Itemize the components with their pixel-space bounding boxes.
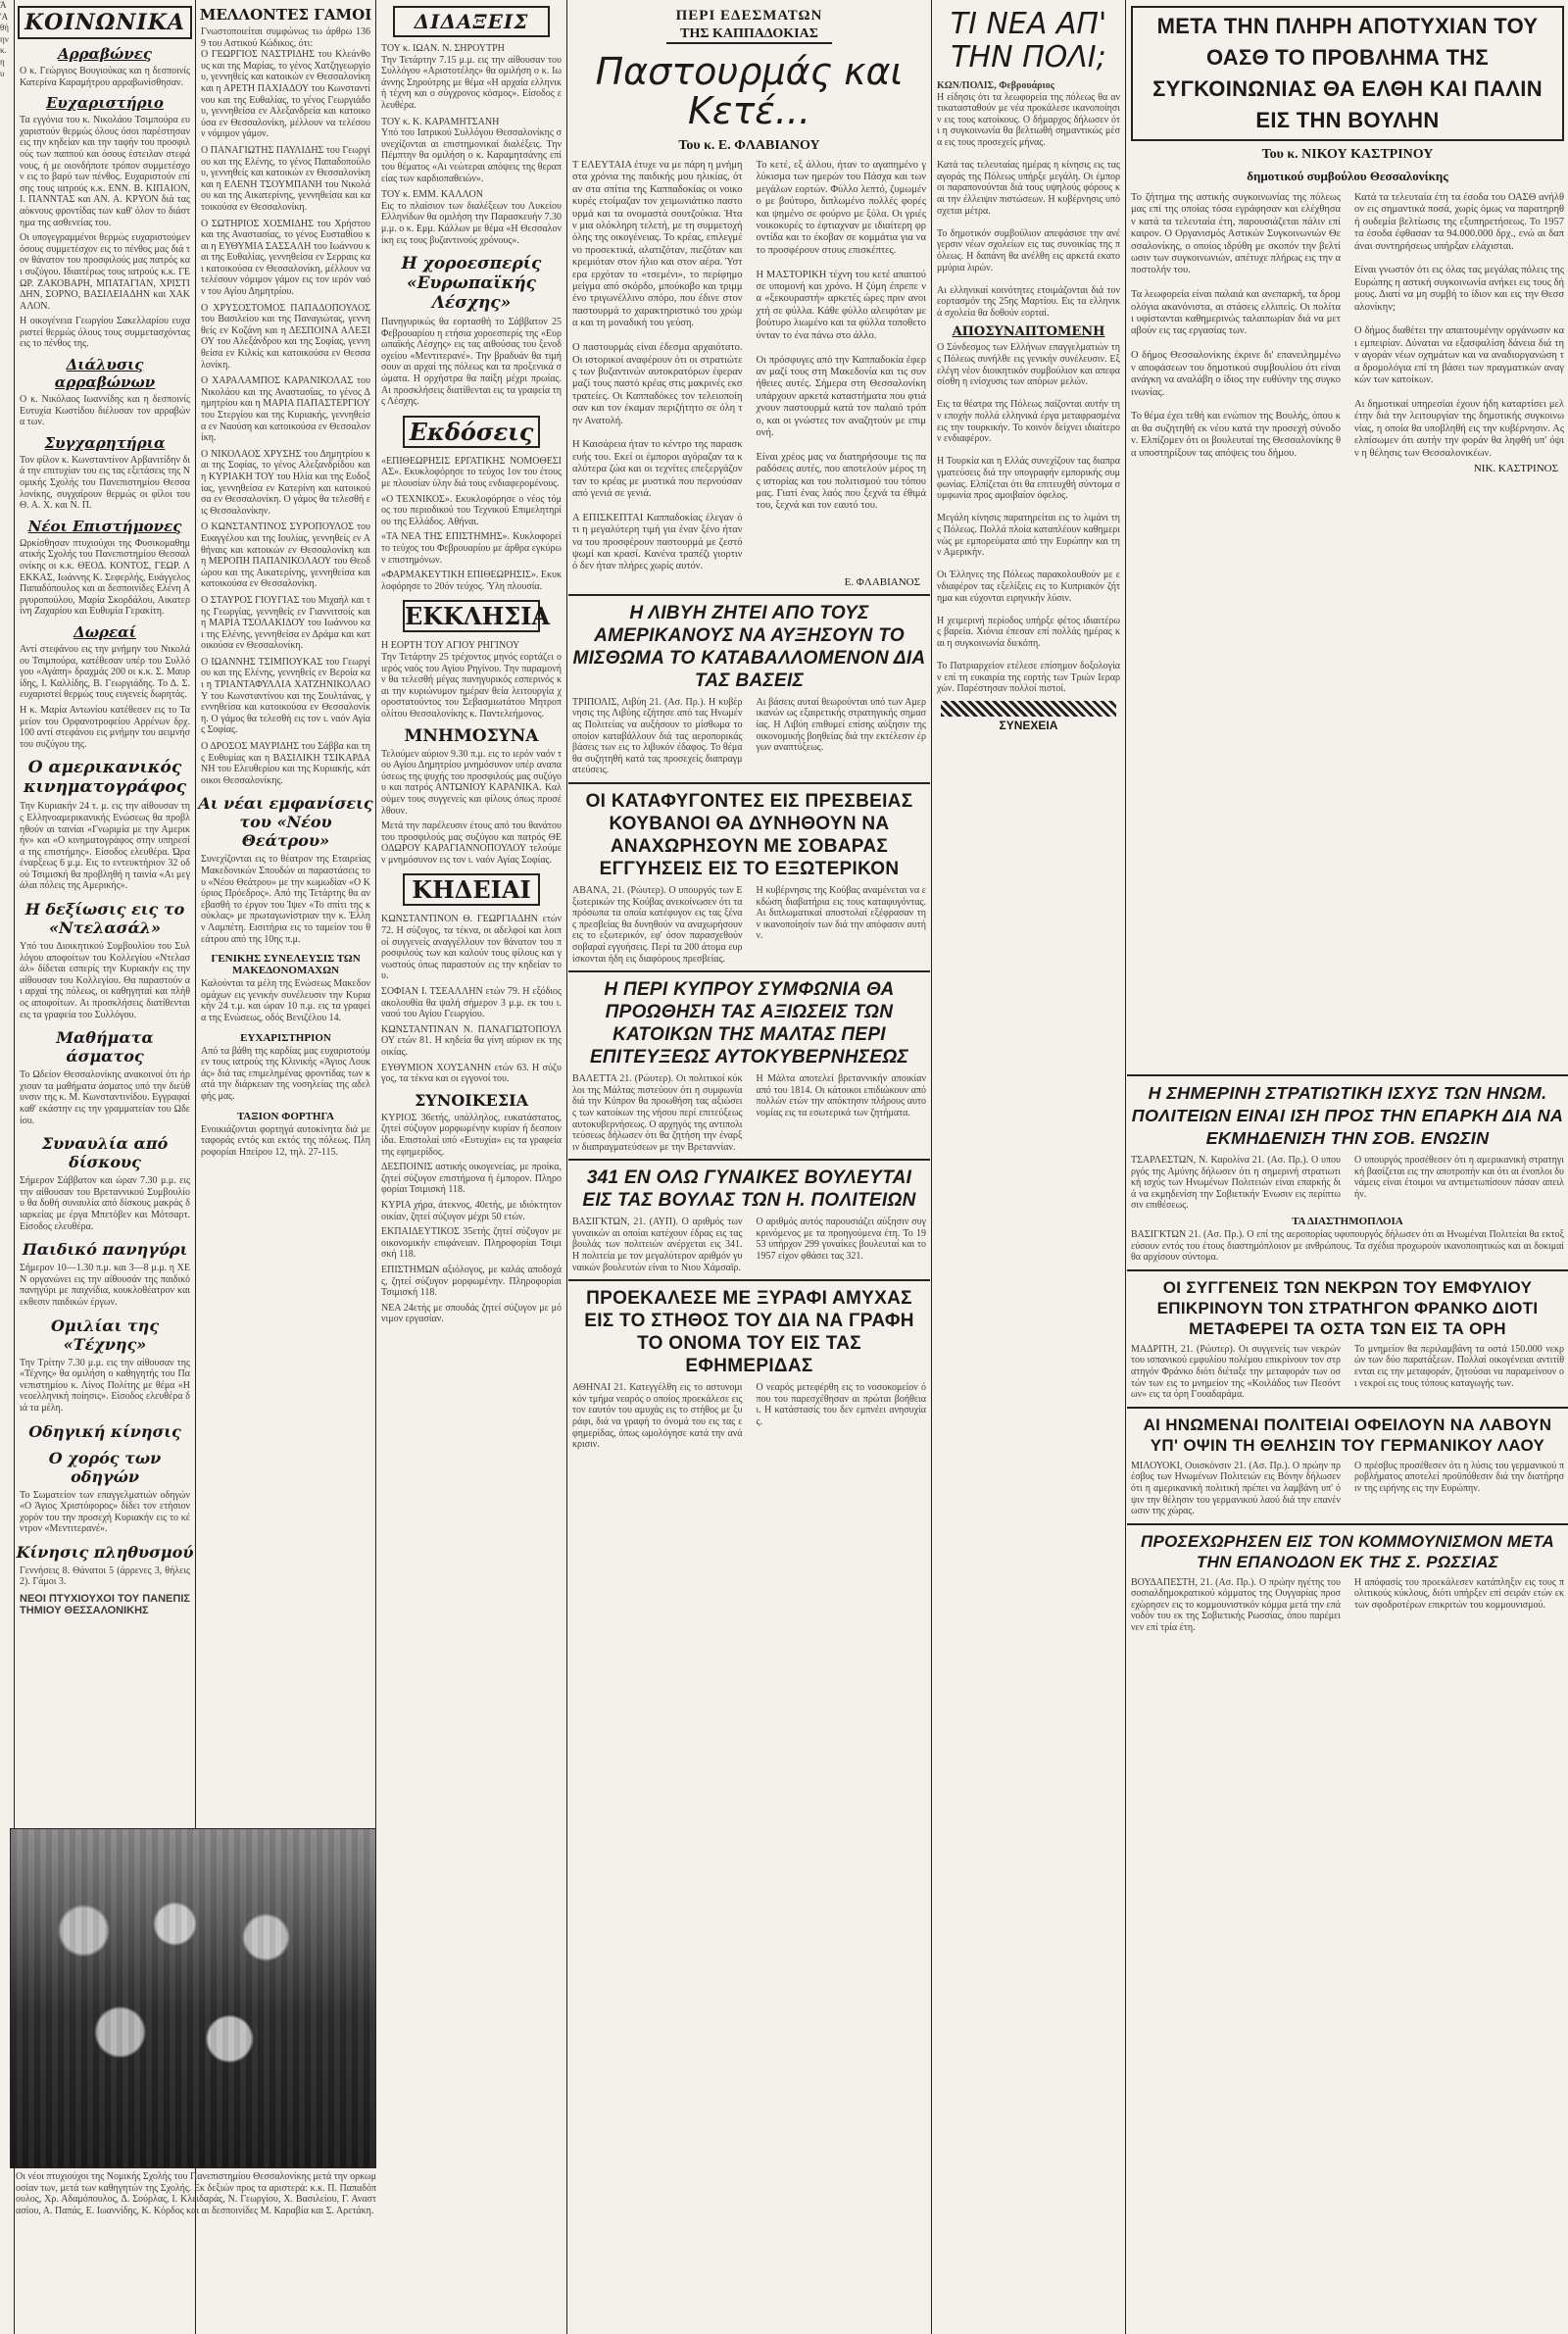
- feature-body: [568, 160, 930, 573]
- divider: [568, 1279, 930, 1281]
- body-text: ΚΩΝΣΤΑΝΤΙΝΟΝ Θ. ΓΕΩΡΓΙΑΔΗΝ ετών 72. Η σύζυγος, τα τέκνα, οι αδελφοί και λοιποί συγγενείς αναγγέλλουν τον θάνατον του προσφιλούς των και καλούν τους φίλους και γνωστούς όπως παραστούν εις την κηδείαν του.: [381, 914, 562, 982]
- body-text: ΒΑΛΕΤΤΑ 21. (Ρώυτερ). Οι πολιτικοί κύκλοι της Μάλτας πιστεύουν ότι η συμφωνία διά την Κύπρον θα προωθήση τας αξιώσεις των κατοίκων της νήσου περί επιτεύξεως αυτοκυβερνήσεως. Ο αρχηγός της αντιπολιτεύσεως δήλωσεν ότι θα ζητήση την έναρξιν διαπραγματεύσεων με την Βρεταννίαν.: [572, 1073, 743, 1153]
- body-text: Ο Σύνδεσμος των Ελλήνων επαγγελματιών της Πόλεως συνήλθε εις γενικήν συνέλευσιν. Εξελέγη νέον διοικητικόν συμβούλιον και απεφασίσθη η ενίσχυσις των απόρων μελών. Εις τα θέατρα της Πόλεως παίζονται αυτήν την εποχήν πολλά ελληνικά έργα μεταφρασμένα εις την τουρκικήν. Το κοινόν δείχνει ιδιαίτερον ενδιαφέρον. Η Τουρκία και η Ελλάς συνεχίζουν τας διαπραγματεύσεις διά την υπογραφήν εμπορικής συμφωνίας. Ελπίζεται ότι θα επιτευχθή σύντομα συμφωνία προς αμοιβαίον όφελος. Μεγάλη κίνησις παρατηρείται εις το λιμάνι της Πόλεως. Πολλά πλοία καταπλέουν καθημερινώς με εμπορεύματα από την Ευρώπην και την Αμερικήν. Οι Έλληνες της Πόλεως παρακολουθούν με ενδιαφέρον τας εξελίξεις εις το Κυπριακόν ζήτημα και εύχονται ειρηνικήν λύσιν. Η χειμερινή περίοδος υπήρξε φέτος ιδιαιτέρως βαρεία. Χιόνια έπεσαν επί πολλάς ημέρας και η συγκοινωνία διεκόπη. Το Πατριαρχείον ετέλεσε επίσημον δοξολογίαν επί τη ευκαιρία της εορτής των Τριών Ιεραρχών. Παρέστησαν πολλοί πιστοί.: [937, 342, 1120, 695]
- body-text: ΜΑΔΡΙΤΗ, 21. (Ρώυτερ). Οι συγγενείς των νεκρών του ισπανικού εμφυλίου πολέμου επικρίνουν τον στρατηγόν Φράνκο διότι διέταξε την μεταφοράν των οστών των εις το μνημείον της «Κοιλάδος των Πεσόντων» εις τα όρη Γουαδαράμα.: [1131, 1343, 1341, 1401]
- body-text: Πανηγυρικώς θα εορτασθή το Σάββατον 25 Φεβρουαρίου η ετήσια χοροεσπερίς της «Ευρωπαϊκής Λέσχης» εις τας αιθούσας του ξενοδοχείου «Μεντιτερανέ». Την βραδυάν θα τιμήσουν αι αρχαί της πόλεως και τα προξενικά σώματα. Η ορχήστρα θα παίξη μέχρι πρωίας. Αι προσκλήσεις διατίθενται εις τα γραφεία της Λέσχης.: [381, 317, 562, 408]
- body-text: ΒΑΣΙΓΚΤΩΝ, 21. (ΑΥΠ). Ο αριθμός των γυναικών αι οποίαι κατέχουν έδρας εις τας βουλάς των πολιτειών ανέρχεται εις 341. Η πολιτεία με τον μεγαλύτερον αριθμόν γυναικών βουλευτών είναι το Νιου Χάμσαϊρ.: [572, 1217, 743, 1273]
- body-text: Τον φίλον κ. Κωνσταντίνον Αρβανιτίδην διά την επιτυχίαν του εις τας εξετάσεις της Νομικής Σχολής του Πανεπιστημίου Θεσσαλονίκης, συγχαίρουν θερμώς οι φίλοι του Θ. Α. Χ. και Ν. Π.: [20, 454, 190, 512]
- body-text: ΕΥΘΥΜΙΟΝ ΧΟΥΣΑΝΗΝ ετών 63. Η σύζυγος, τα τέκνα και οι εγγονοί του.: [381, 1062, 562, 1085]
- column-footer-band: [941, 701, 1116, 717]
- germany-body: [1127, 1461, 1568, 1517]
- cuba-body: [568, 885, 930, 965]
- military-headline: Η ΣΗΜΕΡΙΝΗ ΣΤΡΑΤΙΩΤΙΚΗ ΙΣΧΥΣ ΤΩΝ ΗΝΩΜ. ΠΟΛΙΤΕΙΩΝ ΕΙΝΑΙ ΙΣΗ ΠΡΟΣ ΤΗΝ ΕΠΑΡΚΗ ΔΙΑ ΝΑ ΕΚΜΗΔΕΝΙΣΗ ΤΗΝ ΣΟΒ. ΕΝΩΣΙΝ: [1131, 1083, 1564, 1148]
- funerals-heading: ΚΗΔΕΙΑΙ: [403, 873, 540, 906]
- body-text: Η Μάλτα αποτελεί βρεταννικήν αποικίαν από του 1814. Οι κάτοικοι επιδιώκουν από πολλών ετών την απόκτησιν πλήρους αυτονομίας εις τα εσωτερικά των ζητήματα.: [756, 1073, 926, 1118]
- women-headline: 341 ΕΝ ΟΛΩ ΓΥΝΑΙΚΕΣ ΒΟΥΛΕΥΤΑΙ ΕΙΣ ΤΑΣ ΒΟΥΛΑΣ ΤΩΝ Η. ΠΟΛΙΤΕΙΩΝ: [582, 1167, 916, 1212]
- gifts-heading: Δωρεαί: [74, 622, 136, 641]
- body-text: ΒΑΣΙΓΚΤΩΝ 21. (Ασ. Πρ.). Ο επί της αεροπορίας υφυπουργός δήλωσεν ότι αι Ηνωμέναι Πολιτείαι θα εκτοξεύσουν εντός του έτους διαστημόπλοιον με ανθρώπους. Τα σχέδια προχωρούν ικανοποιητικώς και αι δοκιμαί θα αρχίσουν σύντομα.: [1131, 1228, 1564, 1264]
- receptions-heading: Η δεξίωσις εις το «Ντελασάλ»: [24, 900, 185, 938]
- publications-heading: Εκδόσεις: [403, 416, 540, 448]
- body-text: Γεννήσεις 8. Θάνατοι 5 (άρρενες 3, θήλεις 2). Γάμοι 3.: [20, 1564, 190, 1588]
- cyprus-headline: Η ΠΕΡΙ ΚΥΠΡΟΥ ΣΥΜΦΩΝΙΑ ΘΑ ΠΡΟΩΘΗΣΗ ΤΑΣ ΑΞΙΩΣΕΙΣ ΤΩΝ ΚΑΤΟΙΚΩΝ ΤΗΣ ΜΑΛΤΑΣ ΠΕΡΙ ΕΠΙΤΕΥΞΕΩΣ ΑΥΤΟΚΥΒΕΡΝΗΣΕΩΣ: [589, 979, 909, 1068]
- divider: [1127, 1523, 1568, 1525]
- body-text: «Ο ΤΕΧΝΙΚΟΣ». Εκυκλοφόρησε ο νέος τόμος του περιοδικού του Τεχνικού Επιμελητηρίου της Ελλάδος. Αθήναι.: [381, 493, 562, 527]
- congrats-heading: Συγχαρητήρια: [44, 433, 166, 452]
- feature-signature: Ε. ΦΛΑΒΙΑΝΟΣ: [844, 575, 920, 588]
- body-text: Κατά τα τελευταία έτη τα έσοδα του ΟΑΣΘ ανήλθον εις σημαντικά ποσά, χωρίς όμως να παρατηρηθή ουδεμία βελτίωσις της εξυπηρετήσεως. Το 1957 τα έσοδα έφθασαν τα 94.000.000 δρχ., ενώ αι δαπάναι συντηρήσεως υπήρξαν ελάχισται. Είναι γνωστόν ότι εις όλας τας μεγάλας πόλεις της Ευρώπης η αστική συγκοινωνία ανήκει εις τους δήμους. Διατί να μη συμβή το ίδιον και εις την Θεσσαλονίκην; Ο δήμος διαθέτει την απαιτουμένην οργάνωσιν και εμπειρίαν. Δύναται να εξασφαλίση δάνεια διά την αγοράν νέων οχημάτων και να αναδιοργανώση τα δρομολόγια επί τη βάσει των πραγματικών αναγκών των κατοίκων. Αι δημοτικαί υπηρεσίαι έχουν ήδη καταρτίσει μελέτην διά την λειτουργίαν της δημοτικής συγκοινωνίας, η οποία θα υποβληθή εις την κυβέρνησιν. Ας ελπίσωμεν ότι αυτήν την φοράν θα ληφθή υπ' όψιν η θέλησις των Θεσσαλονικέων.: [1354, 192, 1564, 459]
- body-text: ΕΚΠΑΙΔΕΥΤΙΚΟΣ 35ετής ζητεί σύζυγον με οικονομικήν επιφάνειαν. Πληροφορίαι Τσιμισκή 118.: [381, 1226, 562, 1261]
- body-text: ΣΟΦΙΑΝ Ι. ΤΣΕΑΛΛΗΝ ετών 79. Η εξόδιος ακολουθία θα ψαλή σήμερον 3 μ.μ. εκ του ι. ναού του Αγίου Γεωργίου.: [381, 986, 562, 1020]
- body-text: Την Τρίτην 7.30 μ.μ. εις την αίθουσαν της «Τέχνης» θα ομιλήση ο καθηγητής του Πανεπιστημίου κ. Λίνος Πολίτης με θέμα «Η νεοελληνική ποίησις». Είσοδος ελευθέρα διά τα μέλη.: [20, 1357, 190, 1414]
- body-text: Ο πρέσβυς προσέθεσεν ότι η λύσις του γερμανικού προβλήματος αποτελεί προϋπόθεσιν διά την διατήρησιν της ειρήνης εις την Ευρώπην.: [1354, 1460, 1564, 1494]
- kids-festival-heading: Παιδικό πανηγύρι: [22, 1240, 188, 1260]
- body-text: Το Σωματείον των επαγγελματιών οδηγών «Ο Άγιος Χριστόφορος» δίδει τον ετήσιον χορόν του την προσεχή Κυριακήν εις το κέντρον «Μεντιτερανέ».: [20, 1489, 190, 1535]
- body-text: Ο ΝΙΚΟΛΑΟΣ ΧΡΥΣΗΣ του Δημητρίου και της Σοφίας, το γένος Αλεξανδρίδου και η ΚΥΡΙΑΚΗ ΤΟΥ του Ηλία και της Ευδοξίας, γεννηθείσα εν Κατερίνη και κατοικούσα εν Θεσσαλονίκη. Ο γάμος θα τελεσθή εις Θεσσαλονίκην.: [201, 448, 370, 517]
- wanted-heading: ΣΥΝΟΙΚΕΣΙΑ: [414, 1090, 529, 1110]
- american-cinema-heading: Ο αμερικανικός κινηματογράφος: [23, 758, 187, 798]
- body-text: Καλούνται τα μέλη της Ενώσεως Μακεδονομάχων εις γενικήν συνέλευσιν την Κυριακήν 24 τ.μ. και ώραν 10 π.μ. εις τα γραφεία της Ενώσεως, οδός Βενιζέλου 14.: [201, 978, 370, 1023]
- general-assembly-heading: ΓΕΝΙΚΗΣ ΣΥΝΕΛΕΥΣΙΣ ΤΩΝ ΜΑΚΕΔΟΝΟΜΑΧΩΝ: [211, 953, 361, 977]
- feature-article: [568, 0, 930, 2334]
- records-heading: Συναυλία από δίσκους: [41, 1134, 169, 1172]
- body-text: Ο ΣΩΤΗΡΙΟΣ ΧΟΣΜΙΔΗΣ του Χρήστου και της Αναστασίας, το γένος Ευσταθίου και η ΕΥΘΥΜΙΑ ΣΑΣΣΑΛΗ του Ιωάννου και της Ευθαλίας, γεννηθείσα εν Σερραις και κατοικούσα εν Θεσσαλονίκη, μέλλουν να τελέσουν νόμιμον γάμον εις τον ιερόν ναόν του Αγίου Δημητρίου.: [201, 218, 370, 298]
- body-text: ΤΡΙΠΟΛΙΣ, Λιβύη 21. (Ασ. Πρ.). Η κυβέρνησις της Λιβύης εζήτησε από τας Ηνωμένας Πολιτείας να αυξήσουν το μίσθωμα το οποίον καταβάλλουν διά τας αεροπορικάς βάσεις των εις το λιβυκόν έδαφος. Το θέμα θα συζητηθή κατά τας προσεχείς διαπραγματεύσεις.: [572, 696, 743, 776]
- franco-headline: ΟΙ ΣΥΓΓΕΝΕΙΣ ΤΩΝ ΝΕΚΡΩΝ ΤΟΥ ΕΜΦΥΛΙΟΥ ΕΠΙΚΡΙΝΟΥΝ ΤΟΝ ΣΤΡΑΤΗΓΟΝ ΦΡΑΝΚΟ ΔΙΟΤΙ ΜΕΤΑΦΕΡΕΙ ΤΑ ΟΣΤΑ ΤΩΝ ΕΙΣ ΤΑ ΟΡΗ: [1156, 1277, 1539, 1338]
- transport-title-box: [1131, 6, 1564, 141]
- breakup-heading: Διάλυσις αρραβώνων: [54, 356, 156, 392]
- body-text: ΤΟΥ κ. ΙΩΑΝ. Ν. ΣΗΡΟΥΤΡΗ Την Τετάρτην 7.15 μ.μ. εις την αίθουσαν του Συλλόγου «Αριστοτέλης» θα ομιλήση ο κ. Ιωάννης Σηρούτρης με θέμα «Η αρχαία ελληνική τέχνη και ο σύγχρονος κόσμος». Είσοδος ελευθέρα.: [381, 43, 562, 111]
- divider: [568, 594, 930, 596]
- body-text: ΒΟΥΔΑΠΕΣΤΗ, 21. (Ασ. Πρ.). Ο πρώην ηγέτης του σοσιαλδημοκρατικού κόμματος της Ουγγαρίας προσεχώρησεν εις το κομμουνιστικόν κόμμα μετά την επάνοδόν του εκ της Σοβιετικής Ρωσσίας, όπου παρέμεινεν επί τρία έτη.: [1131, 1576, 1341, 1634]
- photo-caption: ΝΕΟΙ ΠΤΥΧΙΟΥΧΟΙ ΤΟΥ ΠΑΝΕΠΙΣΤΗΜΙΟΥ ΘΕΣΣΑΛΟΝΙΚΗΣ: [20, 1593, 190, 1616]
- divider: [568, 782, 930, 784]
- thanks-heading: Ευχαριστήριο: [46, 94, 164, 113]
- defense-body: [568, 1382, 930, 1451]
- body-text: Από τα βάθη της καρδίας μας ευχαριστούμεν τους ιατρούς της Κλινικής «Άγιος Λουκάς» διά τας επιμελημένας φροντίδας των κατά την διάρκειαν της νοσηλείας της αδελφής μας.: [201, 1045, 370, 1102]
- body-text: Ο ΠΑΝΑΓΙΩΤΗΣ ΠΑΥΛΙΔΗΣ του Γεωργίου και της Ελένης, το γένος Παπαδοπούλου, γεννηθείς και κατοικών εν Θεσσαλονίκη και η ΕΛΕΝΗ ΤΣΟΥΜΠΑΝΗ του Νικολάου και της Αικατερίνης, γεννηθείσα και κατοικούσα εν Θεσσαλονίκη.: [201, 144, 370, 213]
- column-rule: [375, 0, 376, 1951]
- body-text: «ΕΠΙΘΕΩΡΗΣΙΣ ΕΡΓΑΤΙΚΗΣ ΝΟΜΟΘΕΣΙΑΣ». Εκυκλοφόρησε το τεύχος 1ον του έτους με πλουσίαν ύλην διά τους ενδιαφερομένους.: [381, 455, 562, 490]
- divider: [568, 970, 930, 972]
- graduates-photo: [10, 1828, 376, 2168]
- body-text: Ο ΔΡΟΣΟΣ ΜΑΥΡΙΔΗΣ του Σάββα και της Ευθυμίας και η ΒΑΣΙΛΙΚΗ ΤΣΙΚΑΡΔΑΝΗ του Ελευθερίου και της Κυριακής, κάτοικοι Θεσσαλονίκης.: [201, 741, 370, 786]
- continued-label: ΣΥΝΕΧΕΙΑ: [999, 718, 1058, 732]
- divider: [1127, 1269, 1568, 1271]
- body-text: Ο υπουργός προσέθεσεν ότι η αμερικανική στρατηγική βασίζεται εις την αποτροπήν και ότι αι ένοπλοι δυνάμεις είναι έτοιμοι να αντιμετωπίσουν πάσαν απειλήν.: [1354, 1155, 1564, 1200]
- weddings-column: [197, 0, 374, 1823]
- women-body: [568, 1217, 930, 1273]
- body-text: Τα εγγόνια του κ. Νικολάου Τσιμπούρα ευχαριστούν θερμώς όλους όσοι παρέστησαν εις την κηδείαν και την ταφήν του προσφιλούς των παππού και όσους έστειλαν στεφάνους, ή με οιονδήποτε τρόπον συμμετέσχον εις το βαρύ των πένθος. Ευχαριστούν επίσης τους ιατρούς κ.κ. ΕΝΝ. Β. ΚΙΠΑΙΟΝ, Ι. ΠΑΝΝΤΑΣ και ΑΝ. Α. ΚΡΥΟΝ διά τας αόκνους φροντίδας των καθ' όλον το διάστημα της ασθενείας του.: [20, 115, 190, 228]
- communism-headline: ΠΡΟΣΕΧΩΡΗΣΕΝ ΕΙΣ ΤΟΝ ΚΟΜΜΟΥΝΙΣΜΟΝ ΜΕΤΑ ΤΗΝ ΕΠΑΝΟΔΟΝ ΕΚ ΤΗΣ Σ. ΡΩΣΣΙΑΣ: [1140, 1531, 1555, 1571]
- body-text: ΤΟΥ κ. Κ. ΚΑΡΑΜΗΤΣΑΝΗ Υπό του Ιατρικού Συλλόγου Θεσσαλονίκης συνεχίζονται αι επιστημονικαί διαλέξεις. Την Πέμπτην θα ομιλήση ο κ. Καραμητσάνης επί του θέματος «Αι νεώτεραι απόψεις της θεραπείας των καρδιοπαθειών».: [381, 116, 562, 184]
- istanbul-title-box: [945, 8, 1112, 74]
- cuba-headline: ΟΙ ΚΑΤΑΦΥΓΟΝΤΕΣ ΕΙΣ ΠΡΕΣΒΕΙΑΣ ΚΟΥΒΑΝΟΙ ΘΑ ΔΥΝΗΘΟΥΝ ΝΑ ΑΝΑΧΩΡΗΣΟΥΝ ΜΕ ΣΟΒΑΡΑΣ ΕΓΓΥΗΣΕΙΣ ΕΙΣ ΤΟ ΕΞΩΤΕΡΙΚΟΝ: [585, 790, 913, 879]
- column-rule: [931, 0, 932, 2334]
- lessons-section-heading: ΔΙΔΑΞΕΙΣ: [393, 6, 550, 37]
- military-sub-heading: ΤΑ ΔΙΑΣΤΗΜΟΠΛΟΙΑ: [1292, 1215, 1403, 1227]
- body-text: ΤΟΥ κ. ΕΜΜ. ΚΑΛΛΟΝ Εις το πλαίσιον των διαλέξεων του Λυκείου Ελληνίδων θα ομιλήση την Παρασκευήν 7.30 μ.μ. ο κ. Εμμ. Κάλλων με θέμα «Η Θεσσαλονίκη εις τους βυζαντινούς χρόνους».: [381, 189, 562, 246]
- germany-headline: ΑΙ ΗΝΩΜΕΝΑΙ ΠΟΛΙΤΕΙΑΙ ΟΦΕΙΛΟΥΝ ΝΑ ΛΑΒΟΥΝ ΥΠ' ΟΨΙΝ ΤΗ ΘΕΛΗΣΙΝ ΤΟΥ ΓΕΡΜΑΝΙΚΟΥ ΛΑΟΥ: [1143, 1415, 1552, 1455]
- istanbul-title: ΤΙ ΝΕΑ ΑΠ' ΤΗΝ ΠΟΛΙ;: [950, 7, 1107, 74]
- memorials-heading: ΜΝΗΜΟΣΥΝΑ: [404, 725, 539, 746]
- body-text: Ο ΣΤΑΥΡΟΣ ΓΙΟΥΓΙΑΣ του Μιχαήλ και της Γεωργίας, γεννηθείς εν Γιαννιτσοίς και η ΜΑΡΙΑ ΤΣΟΛΑΚΙΔΟΥ του Ιωάννου και της Ελένης, γεννηθείσα εν Δράμα και κατοικούσα εν Θεσσαλονίκη.: [201, 594, 370, 652]
- tax-heading: ΤΑΞΙΟΝ ΦΟΡΤΗΓΑ: [237, 1110, 334, 1122]
- body-text: Αντί στεφάνου εις την μνήμην του Νικολάου Τσιμπούρα, κατέθεσαν υπέρ του Συλλόγου «Αγάπη» δραχμάς 200 οι κ.κ. Σ. Μαυρίδης, Ι. Καλλίδης, Β. Γεωργιάδης. Το Δ. Σ. ευχαριστεί θερμώς τους ευγενείς δωρητάς.: [20, 643, 190, 701]
- lectures-heading: Ομιλίαι της «Τέχνης»: [50, 1316, 160, 1354]
- transport-headline: ΜΕΤΑ ΤΗΝ ΠΛΗΡΗ ΑΠΟΤΥΧΙΑΝ ΤΟΥ ΟΑΣΘ ΤΟ ΠΡΟΒΛΗΜΑ ΤΗΣ ΣΥΓΚΟΙΝΩΝΙΑΣ ΘΑ ΕΛΘΗ ΚΑΙ ΠΑΛΙΝ ΕΙΣ ΤΗΝ ΒΟΥΛΗΝ: [1152, 14, 1543, 132]
- crowd-movement-heading: Κίνησις πληθυσμού: [16, 1542, 194, 1562]
- new-scholars-heading: Νέοι Επιστήμονες: [27, 517, 182, 535]
- body-text: ΕΠΙΣΤΗΜΩΝ αξιόλογος, με καλάς αποδοχάς, ζητεί σύζυγον μορφωμένην. Πληροφορίαι Τσιμισκή 118.: [381, 1264, 562, 1299]
- military-body: [1127, 1155, 1568, 1212]
- body-text: Υπό του Διοικητικού Συμβουλίου του Συλλόγου αποφοίτων του Κολλεγίου «Ντελασάλ» δίδεται εσπερίς την Κυριακήν εις την αίθουσαν του Κολλεγίου. Θα παραστούν αι αρχαί της πόλεως, οι καθηγηταί και πλήθος αποφοίτων. Αι προσκλήσεις διατίθενται εις τα γραφεία του Συλλόγου.: [20, 941, 190, 1020]
- body-text: Ο ΙΩΑΝΝΗΣ ΤΣΙΜΠΟΥΚΑΣ του Γεωργίου και της Ελένης, γεννηθείς εν Βεροία και η ΤΡΙΑΝΤΑΦΥΛΛΙΑ ΧΑΤΖΗΝΙΚΟΛΑΟΥ του Κωνσταντίνου και της Σουλτάνας, γεννηθείσα και κατοικούσα εν Θεσσαλονίκη. Ο γάμος θα τελεσθή εις τον ι. ναόν Αγίας Σοφίας.: [201, 656, 370, 736]
- transport-role: δημοτικού συμβούλου Θεσσαλονίκης: [1247, 169, 1448, 183]
- libya-body: [568, 697, 930, 776]
- body-text: Ο νεαρός μετεφέρθη εις το νοσοκομείον όπου του παρεσχέθησαν αι πρώται βοήθειαι. Η κατάστασίς του δεν εμπνέει ανησυχίας.: [756, 1382, 926, 1428]
- body-text: Την Κυριακήν 24 τ. μ. εις την αίθουσαν της Ελληνοαμερικανικής Ενώσεως θα προβληθούν αι ταινίαι «Γνωριμία με την Αμερικήν» και «Ο κινηματογράφος στην υπηρεσία της επιστήμης». Είσοδος ελευθέρα. Ώρα έναρξεως 6 μ.μ. Εις το εντευκτήριον 32 οδού Τσιμισκή θα προβληθή η ταινία «Αι μεγάλαι πόλεις της Αμερικής».: [20, 801, 190, 892]
- social-section-heading: ΚΟΙΝΩΝΙΚΑ: [18, 6, 192, 39]
- body-text: Το Ωδείον Θεσσαλονίκης ανακοινοί ότι ήρχισαν τα μαθήματα άσματος υπό την διεύθυνσιν της κ. Μ. Κωνσταντινίδου. Εγγραφαί καθ' εκάστην εις την γραμματείαν του Ωδείου.: [20, 1069, 190, 1126]
- body-text: Ο ΧΑΡΑΛΑΜΠΟΣ ΚΑΡΑΝΙΚΟΛΑΣ του Νικολάου και της Αναστασίας, το γένος Δημητρίου και η ΜΑΡΙΑ ΠΑΠΑΣΤΕΡΓΙΟΥ του Στεργίου και της Κυριακής, γεννηθείσα εν Ναούση και κατοικούσα εν Θεσσαλονίκη.: [201, 375, 370, 444]
- body-text: «ΦΑΡΜΑΚΕΥΤΙΚΗ ΕΠΙΘΕΩΡΗΣΙΣ». Εκυκλοφόρησε το 20όν τεύχος. Ύλη πλουσία.: [381, 570, 562, 592]
- body-text: Σήμερον Σάββατον και ώραν 7.30 μ.μ. εις την αίθουσαν του Βρεταννικού Συμβουλίου θα δοθή συναυλία από δίσκους μακράς διαρκείας με έργα Μπετόβεν και Μότσαρτ. Είσοδος ελευθέρα.: [20, 1175, 190, 1232]
- transport-byline: Του κ. ΝΙΚΟΥ ΚΑΣΤΡΙΝΟΥ: [1261, 147, 1434, 162]
- body-text: ΝΕΑ 24ετής με σπουδάς ζητεί σύζυγον με μόνιμον εργασίαν.: [381, 1302, 562, 1325]
- body-text: Ο ΧΡΥΣΟΣΤΟΜΟΣ ΠΑΠΑΔΟΠΟΥΛΟΣ του Βασιλείου και της Παναγιώτας, γεννηθείς εν Κοζάνη και η ΔΕΣΠΟΙΝΑ ΑΛΕΞΙΟΥ του Αλεξάνδρου και της Σοφίας, γεννηθείσα εν Κιλκίς και κατοικούσα εν Θεσσαλονίκη.: [201, 302, 370, 371]
- cyprus-body: [568, 1073, 930, 1153]
- drivers-dance-heading: Ο χορός των οδηγών: [48, 1448, 162, 1486]
- singing-heading: Μαθήματα άσματος: [56, 1028, 154, 1067]
- body-text: Αι βάσεις αυταί θεωρούνται υπό των Αμερικανών ως εξαιρετικής στρατηγικής σημασίας. Η Λιβύη επιθυμεί επίσης αύξησιν της οικονομικής βοηθείας διά την εκτέλεσιν έργων αναπτύξεως.: [756, 696, 926, 754]
- body-text: Η οικογένεια Γεωργίου Σακελλαρίου ευχαριστεί θερμώς όλους τους συμμετασχόντας εις το πένθος της.: [20, 316, 190, 350]
- body-text: ΚΥΡΙΟΣ 36ετής, υπάλληλος, ευκατάστατος, ζητεί σύζυγον μορφωμένην κυρίαν ή δεσποινίδα. Επιστολαί υπό «Ευτυχία» εις τα γραφεία της εφημερίδος.: [381, 1112, 562, 1158]
- divider: [1127, 1074, 1568, 1076]
- communism-body: [1127, 1577, 1568, 1634]
- divider: [568, 1159, 930, 1161]
- body-text: Το κετέ, εξ άλλου, ήταν το αγαπημένο γλύκισμα των ημερών του Πάσχα και των μεγάλων εορτών. Φύλλο λεπτό, ζυμωμένο με βούτυρο, διπλωμένο πολλές φορές και ψημένο σε φούρνο με ξύλα. Οι γριές νοικοκυρές το έφτιαχναν με ιδιαίτερη φροντίδα και το έκοβαν σε κομμάτια για να το προσφέρουν στους επισκέπτες. Η ΜΑΣΤΟΡΙΚΗ τέχνη του κετέ απαιτούσε υπομονή και χρόνο. Η ζύμη έπρεπε να «ξεκουραστή» αρκετές ώρες πριν ανοιχτή σε φύλλα. Κάθε φύλλο αλειφόταν με βούτυρο λιωμένο και τα φύλλα τοποθετούνταν το ένα πάνω στο άλλο. Οι πρόσφυγες από την Καππαδοκία έφεραν μαζί τους στη Μακεδονία και τις συνήθειες αυτές. Σήμερα στη Θεσσαλονίκη υπάρχουν αρκετά καταστήματα που φτιάχνουν παστουρμά κατά τον παλαιό τρόπο, και οι γνώστες τον αναζητούν με επιμονή. Είναι χρέος μας να διατηρήσουμε τις παραδόσεις αυτές, που αποτελούν μέρος της ιστορίας και του πολιτισμού του τόπου μας. Γιατί ένας λαός που ξεχνά τα έθιμά του, ξεχνά και τον εαυτό του.: [756, 160, 926, 512]
- istanbul-dateline: ΚΩΝ/ΠΟΛΙΣ, Φεβρουάριος: [937, 80, 1054, 91]
- church-heading: ΕΚΚΛΗΣΙΑ: [405, 602, 551, 631]
- body-text: Τελούμεν αύριον 9.30 π.μ. εις το ιερόν ναόν του Αγίου Δημητρίου μνημόσυνον υπέρ αναπαύσεως της ψυχής του προσφιλούς μας συζύγου και πατρός ΑΝΤΩΝΙΟΥ ΚΑΡΑΝΙΚΑ. Καλούμεν τους συγγενείς και φίλους όπως προσέλθουν.: [381, 748, 562, 817]
- transport-body: [1127, 192, 1568, 460]
- photo-description: Οι νέοι πτυχιούχοι της Νομικής Σχολής του Πανεπιστημίου Θεσσαλονίκης μετά την ορκωμοσίαν των, μετά των καθηγητών της Σχολής. Εκ δεξιών προς τα αριστερά: κ.κ. Π. Παπαδόπουλος, Χρ. Αδαμόπουλος, Δ. Σούρλας, Ι. Κλειδαράς, Ν. Γεωργίου, Χ. Βασιλείου, Γ. Αναστασίου, Α. Παπάς, Ε. Ιωαννίδης, Κ. Κόρδος και αι δεσποινίδες Μ. Καραβία και Σ. Αρετάκη.: [16, 2171, 376, 2216]
- body-text: Μετά την παρέλευσιν έτους από του θανάτου του προσφιλούς μας συζύγου και πατρός ΘΕΟΔΩΡΟΥ ΚΑΡΑΓΙΑΝΝΟΠΟΥΛΟΥ τελούμεν μνημόσυνον εις τον ι. ναόν Αγίας Σοφίας.: [381, 820, 562, 866]
- driving-heading: Οδηγική κίνησις: [28, 1421, 181, 1441]
- body-text: ΚΥΡΙΑ χήρα, άτεκνος, 40ετής, με ιδιόκτητον οικίαν, ζητεί σύζυγον μέχρι 50 ετών.: [381, 1199, 562, 1222]
- body-text: ΔΕΣΠΟΙΝΙΣ αστικής οικογενείας, με προίκα, ζητεί σύζυγον επιστήμονα ή έμπορον. Πληροφορίαι Τσιμισκή 118.: [381, 1162, 562, 1196]
- body-text: Το μνημείον θα περιλαμβάνη τα οστά 150.000 νεκρών των δύο παρατάξεων. Πολλαί οικογένειαι αντιτίθενται εις την μεταφοράν, ζητούσαι να παραμείνουν οι νεκροί εις τους τόπους καταγωγής των.: [1354, 1343, 1564, 1389]
- body-text: Ο αριθμός αυτός παρουσιάζει αύξησιν συγκρινόμενος με τα προηγούμενα έτη. Το 1953 υπήρχον 299 γυναίκες βουλευταί και το 1957 είχον φθάσει τας 321.: [756, 1217, 926, 1263]
- body-text: Οι υπογεγραμμένοι θερμώς ευχαριστούμεν όσους συμμετέσχον εις το πένθος μας διά τον θάνατον του προσφιλούς μας πατρός και συζύγου. Ιδιαιτέρως τους ιατρούς κ.κ. ΓΕΩΡ. ΖΑΚΟΒΑΡΗ, ΜΠΑΤΑΓΙΑΝ, ΧΡΙΣΤΙΔΗΝ, ΣΟΡΝΟ, ΒΑΣΙΛΕΙΑΔΗΝ και ΧΑΚΑΛΟΝ.: [20, 232, 190, 312]
- thanks-heading-2: ΕΥΧΑΡΙΣΤΗΡΙΟΝ: [240, 1031, 331, 1044]
- body-text: ΤΣΑΡΛΕΣΤΩΝ, Ν. Καρολίνα 21. (Ασ. Πρ.). Ο υπουργός της Αμύνης δήλωσεν ότι η σημερινή στρατιωτική ισχύς των Ηνωμένων Πολιτειών είναι επαρκής διά να εκμηδενίση την Σοβιετικήν Ένωσιν εις περίπτωσιν επιθέσεως.: [1131, 1155, 1341, 1212]
- body-text: Τ ΕΛΕΥΤΑΙΑ έτυχε να με πάρη η μνήμη στα χρόνια της παιδικής μου ηλικίας, όταν στα σπίτια της Καππαδοκίας οι νοικοκυρές ετοίμαζαν τον χειμωνιάτικο παστουρμά και τα ονομαστά σουτζούκια. Ήταν μια ολόκληρη τελετή, με τη συμμετοχή όλης της οικογένειας. Το κρέας, επιλεγμένο προσεκτικά, αλατιζόταν, πιεζόταν και κρεμιόταν στον ήλιο και στον αέρα. Ύστερα ερχόταν το «τσεμένι», το περίφημο μείγμα από σκόρδο, μπούκοβο και τριμμένο τριγωνέλλινο σπόρο, που έδινε στον παστουρμά το χαρακτηριστικό του χρώμα και τη μοναδική του γεύση. Ο παστουρμάς είναι έδεσμα αρχαιότατο. Οι ιστορικοί αναφέρουν ότι οι στρατιώτες των βυζαντινών αυτοκρατόρων έφεραν μαζί τους παστό κρέας στις μακρινές εκστρατείες. Οι Καππαδόκες τον τελειοποίησαν και τον έκαμαν περιζήτητο σε όλη την Ανατολή. Η Καισάρεια ήταν το κέντρο της παρασκευής του. Εκεί οι έμποροι αγόραζαν τα καλύτερα ζώα και οι τεχνίτες επεξεργάζονταν το κρέας με μυστικά που περνούσαν από γενιά σε γενιά. Α ΕΠΙΣΚΕΠΤΑΙ Καππαδοκίας έλεγαν ότι η μεγαλύτερη τιμή για έναν ξένο ήταν να του προσφέρουν παστουρμά με ζεστό ψωμί και κρασί. Κανένα τραπέζι γιορτινό δεν ήταν πλήρες χωρίς αυτόν.: [572, 160, 743, 572]
- dance-evening-heading: Η χοροεσπερίς «Ευρωπαϊκής Λέσχης»: [401, 254, 542, 314]
- feature-kicker-2: ΤΗΣ ΚΑΠΠΑΔΟΚΙΑΣ: [666, 26, 832, 44]
- body-text: Ωρκίσθησαν πτυχιούχοι της Φυσικομαθηματικής Σχολής του Πανεπιστημίου Θεσσαλονίκης οι κ.κ. ΘΕΟΔ. ΚΟΝΤΟΣ, ΓΕΩΡ. ΛΕΚΚΑΣ, Ιωάννης Κ. Σεφερλής, Ευάγγελος Παπαδόπουλος και αι δεσποινίδες Ελένη Αργυροπούλου, Μαρία Σκορδάλου, Αικατερίνη Ζαχαρίου και Ευθυμία Γερακίτη.: [20, 537, 190, 618]
- body-text: Γνωστοποιείται συμφώνως τω άρθρω 1369 του Αστικού Κώδικος, ότι: Ο ΓΕΩΡΓΙΟΣ ΝΑΣΤΡΙΔΗΣ του Κλεάνθους και της Μαρίας, το γένος Χατζηγεωργίου, γεννηθείς και κατοικών εν Θεσσαλονίκη και η ΑΡΕΤΗ ΠΑΧΙΑΔΟΥ του Κωνσταντίνου και της Ευθαλίας, το γένος Γεωργιάδου, γεννηθείσα εν Αλεξανδρεία και κατοικούσα εν Θεσσαλονίκη, μέλλουν να τελέσουν νόμιμον γάμον.: [201, 26, 370, 140]
- libya-headline: Η ΛΙΒΥΗ ΖΗΤΕΙ ΑΠΟ ΤΟΥΣ ΑΜΕΡΙΚΑΝΟΥΣ ΝΑ ΑΥΞΗΣΟΥΝ ΤΟ ΜΙΣΘΩΜΑ ΤΟ ΚΑΤΑΒΑΛΛΟΜΕΝΟΝ ΔΙΑ ΤΑΣ ΒΑΣΕΙΣ: [572, 602, 926, 691]
- body-text: ΑΘΗΝΑΙ 21. Κατεγγέλθη εις το αστυνομικόν τμήμα νεαρός ο οποίος προεκάλεσε εις τον εαυτόν του αμυχάς εις το στήθος με ξυράφι, διά να γραφή το όνομά του εις τας εφημερίδας, όπως ωμολόγησε κατά την ανάκρισιν.: [572, 1382, 743, 1451]
- column-rule: [566, 0, 567, 2334]
- body-text: Ο κ. Νικόλαος Ιωαννίδης και η δεσποινίς Ευτυχία Κωστίδου διέλυσαν τον αρραβώνα των.: [20, 394, 190, 428]
- body-text: Το ζήτημα της αστικής συγκοινωνίας της πόλεως μας επί της οποίας τόσα εγράφησαν και ελέχθησαν κατά τα τελευταία έτη, παρουσιάζεται πάλιν επίκαιρον. Ο Οργανισμός Αστικών Συγκοινωνιών Θεσσαλονίκης, ο οποίος ιδρύθη με σκοπόν την βελτίωσιν των συγκοινωνιών, απέτυχε πλήρως εις την αποστολήν του. Τα λεωφορεία είναι παλαιά και ανεπαρκή, τα δρομολόγια ακανόνιστα, αι στάσεις ελλιπείς. Οι πολίται υφίστανται καθημερινώς ταλαιπωρίαν διά να μεταβούν εις τας εργασίας των. Ο δήμος Θεσσαλονίκης έκρινε δι' επανειλημμένων αποφάσεων του δημοτικού συμβουλίου ότι είναι ανάγκη να αναλάβη ο ίδιος την ευθύνην της συγκοινωνίας. Το θέμα έχει τεθή και ενώπιον της Βουλής, όπου και θα συζητηθή εκ νέου κατά την προσεχή σύνοδον. Ελπίζομεν ότι οι βουλευταί της Θεσσαλονίκης θα υποστηρίξουν τας απόψεις του δήμου.: [1131, 192, 1341, 459]
- feature-byline: Του κ. Ε. ΦΛΑΒΙΑΝΟΥ: [678, 138, 820, 153]
- transport-article: [1127, 0, 1568, 1068]
- new-theatre-heading: Αι νέαι εμφανίσεις του «Νέου Θεάτρου»: [198, 794, 373, 851]
- body-text: Η κ. Μαρία Αντωνίου κατέθεσεν εις το Ταμείον του Ορφανοτροφείου Αρρένων δρχ. 100 αντί στεφάνου εις μνήμην του αειμνήστου συζύγου της.: [20, 704, 190, 750]
- body-text: Η απόφασίς του προεκάλεσεν κατάπληξιν εις τους πολιτικούς κύκλους, διότι υπήρξεν επί σειράν ετών εκ των σφοδροτέρων επικριτών του κομμουνισμού.: [1354, 1576, 1564, 1611]
- body-text: Συνεχίζονται εις το θέατρον της Εταιρείας Μακεδονικών Σπουδών αι παραστάσεις του «Νέου Θεάτρου» με την κωμωδίαν «Ο Κύριος Πρόεδρος». Από της Τετάρτης θα ανεβασθή το έργον του Ίψεν «Το σπίτι της κούκλας» με πρωταγωνίστριαν την κ. Έλλην Λαμπέτη. Εισιτήρια εις το ταμείον του θεάτρου από της 10ης π.μ.: [201, 854, 370, 945]
- body-text: Η είδησις ότι τα λεωφορεία της πόλεως θα αντικατασταθούν με νέα προκάλεσε ικανοποίησιν εις τους κατοίκους. Ο δήμαρχος δήλωσεν ότι η συγκοινωνία θα βελτιωθή σημαντικώς μέσα εις τους προσεχείς μήνας. Κατά τας τελευταίας ημέρας η κίνησις εις τας αγοράς της Πόλεως υπήρξε μεγάλη. Οι έμποροι παραπονούνται διά τους υψηλούς φόρους και την έλλειψιν πιστώσεων. Η κυβέρνησις υπόσχεται μέτρα. Το δημοτικόν συμβούλιον απεφάσισε την ανέγερσιν νέων σχολείων εις τας συνοικίας της πόλεως. Η δαπάνη θα ανέλθη εις αρκετά εκατομμύρια λιρών. Αι ελληνικαί κοινότητες ετοιμάζονται διά τον εορτασμόν της 25ης Μαρτίου. Εις τα ελληνικά σχολεία θα δοθούν εορταί.: [937, 91, 1120, 319]
- istanbul-column: [933, 0, 1124, 2334]
- feature-title: Παστουρμάς και Κετέ...: [595, 50, 904, 132]
- transport-signature: ΝΙΚ. ΚΑΣΤΡΙΝΟΣ: [1473, 462, 1558, 474]
- body-text: «ΤΑ ΝΕΑ ΤΗΣ ΕΠΙΣΤΗΜΗΣ». Κυκλοφορεί το τεύχος του Φεβρουαρίου με άρθρα εγκύρων επιστημόνων.: [381, 531, 562, 566]
- body-text: Ο κ. Γεώργιος Βουγιούκας και η δεσποινίς Κατερίνα Καραμήτρου αρραβωνίσθησαν.: [20, 66, 190, 88]
- engagements-heading: Αρραβώνες: [57, 45, 153, 63]
- body-text: ΚΩΝΣΤΑΝΤΙΝΑΝ Ν. ΠΑΝΑΓΙΩΤΟΠΟΥΛΟΥ ετών 81. Η κηδεία θα γίνη αύριον εκ της οικίας.: [381, 1023, 562, 1058]
- body-text: Η κυβέρνησις της Κούβας αναμένεται να εκδώση διαβατήρια εις τους καταφυγόντας. Αι διπλωματικαί αποστολαί εξέφρασαν την ικανοποίησίν των διά την απόφασιν αυτήν.: [756, 884, 926, 942]
- divider: [1127, 1407, 1568, 1409]
- istanbul-sub-heading: ΑΠΟΣΥΝΑΠΤΟΜΕΝΗ: [952, 324, 1105, 340]
- body-text: ΜΙΛΟΥΟΚΙ, Ουισκόνσιν 21. (Ασ. Πρ.). Ο πρώην πρέσβυς των Ηνωμένων Πολιτειών εις Βόνην δήλωσεν ότι η αμερικανική πολιτική πρέπει να λαμβάνη υπ' όψιν την θέλησιν του γερμανικού λαού διά την επανένωσιν της χώρας.: [1131, 1460, 1341, 1517]
- body-text: Ενοικιάζονται φορτηγά αυτοκίνητα διά μεταφοράς εντός και εκτός της πόλεως. Πληροφορίαι Ηπείρου 12, τηλ. 27-115.: [201, 1123, 370, 1158]
- body-text: ΑΒΑΝΑ, 21. (Ρώυτερ). Ο υπουργός των Εξωτερικών της Κούβας ανεκοίνωσεν ότι τα πρόσωπα τα οποία κατέφυγον εις τας ξένας πρεσβείας θα δυνηθούν να αναχωρήσουν εις το εξωτερικόν, εφ' όσον παρασχεθούν σοβαραί εγγυήσεις. Περί τα 200 άτομα ευρίσκονται ήδη εις διαφόρους πρεσβείας.: [572, 884, 743, 965]
- feature-kicker: ΠΕΡΙ ΕΔΕΣΜΑΤΩΝ: [675, 8, 823, 24]
- body-text: Η ΕΟΡΤΗ ΤΟΥ ΑΓΙΟΥ ΡΗΓΙΝΟΥ Την Τετάρτην 25 τρέχοντος μηνός εορτάζει ο ιερός ναός του Αγίου Ρηγίνου. Την παραμονήν θα τελεσθή μέγας πανηγυρικός εσπερινός και την κυριώνυμον ημέραν θεία λειτουργία χοροστατούντος του Σεβασμιωτάτου Μητροπολίτου Θεσσαλονίκης κ. Παντελεήμονος.: [381, 640, 562, 720]
- column-rule: [1125, 0, 1126, 2334]
- body-text: Σήμερον 10—1.30 π.μ. και 3—8 μ.μ. η ΧΕΝ οργανώνει εις την αίθουσάν της παιδικό πανηγύρι με παιχνίδια, κουκλοθέατρον και εκθεσιν παιδικών έργων.: [20, 1263, 190, 1308]
- franco-body: [1127, 1344, 1568, 1401]
- defense-headline: ΠΡΟΕΚΑΛΕΣΕ ΜΕ ΞΥΡΑΦΙ ΑΜΥΧΑΣ ΕΙΣ ΤΟ ΣΤΗΘΟΣ ΤΟΥ ΔΙΑ ΝΑ ΓΡΑΦΗ ΤΟ ΟΝΟΜΑ ΤΟΥ ΕΙΣ ΤΑΣ ΕΦΗΜΕΡΙΔΑΣ: [584, 1288, 914, 1377]
- lessons-column: [377, 0, 565, 2334]
- body-text: Ο ΚΩΝΣΤΑΝΤΙΝΟΣ ΣΥΡΟΠΟΥΛΟΣ του Ευαγγέλου και της Ιουλίας, γεννηθείς εν Αθήναις και κατοικών εν Θεσσαλονίκη και η ΜΕΡΟΠΗ ΠΑΠΑΝΙΚΟΛΑΟΥ του Θεοδώρου και της Αικατερίνης, γεννηθείσα και κατοικούσα εν Θεσσαλονίκη.: [201, 521, 370, 590]
- right-news-column: [1127, 1068, 1568, 2334]
- weddings-heading: ΜΕΛΛΟΝΤΕΣ ΓΑΜΟΙ: [199, 6, 372, 24]
- edge-fragment-text: Ά 'Α θή ην κ. η υ: [0, 0, 10, 78]
